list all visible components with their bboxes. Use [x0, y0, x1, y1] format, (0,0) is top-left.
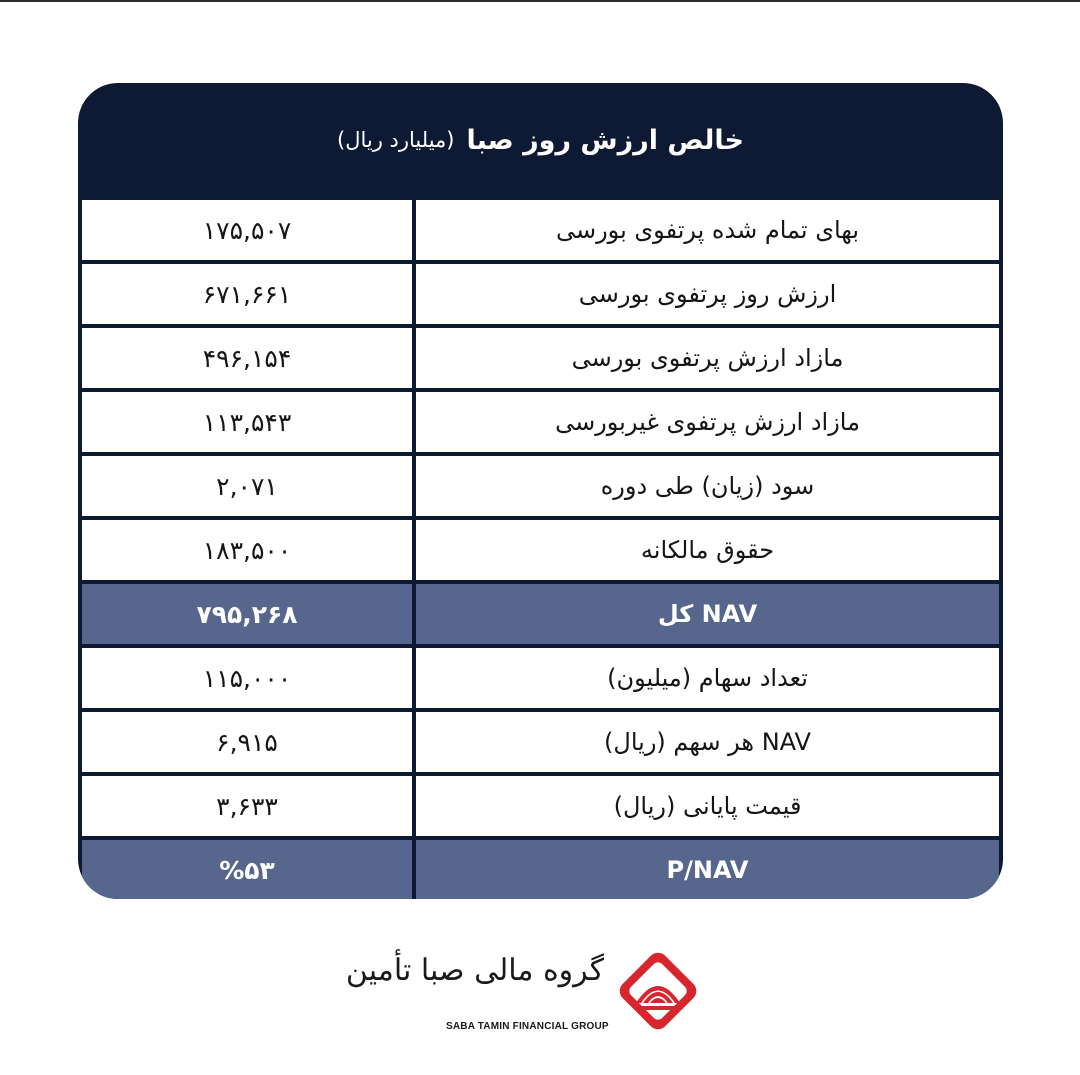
- row-value: ۴۹۶,۱۵۴: [82, 328, 412, 388]
- saba-tamin-logo: [345, 945, 704, 1037]
- table-row: [82, 712, 999, 772]
- row-value: ۲,۰۷۱: [82, 456, 412, 516]
- row-value: ۶,۹۱۵: [82, 712, 412, 772]
- table-header: [78, 83, 1003, 197]
- row-value: ۱۱۵,۰۰۰: [82, 648, 412, 708]
- row-label: NAV کل: [416, 584, 999, 644]
- table-title: خالص ارزش روز صبا: [466, 124, 744, 156]
- row-value: ۱۷۵,۵۰۷: [82, 200, 412, 260]
- row-label: ارزش روز پرتفوی بورسی: [416, 264, 999, 324]
- table-body: [82, 200, 999, 899]
- table-row: [82, 584, 999, 644]
- logo-emblem-icon: [612, 945, 704, 1037]
- row-label: P/NAV: [416, 840, 999, 899]
- logo-subtitle: SABA TAMIN FINANCIAL GROUP: [446, 1021, 609, 1032]
- row-label: مازاد ارزش پرتفوی بورسی: [416, 328, 999, 388]
- row-value: ۶۷۱,۶۶۱: [82, 264, 412, 324]
- table-row: [82, 200, 999, 260]
- table-row: [82, 392, 999, 452]
- row-label: NAV هر سهم (ریال): [416, 712, 999, 772]
- table-row: [82, 328, 999, 388]
- row-label: قیمت پایانی (ریال): [416, 776, 999, 836]
- row-label: تعداد سهام (میلیون): [416, 648, 999, 708]
- row-value: ۷۹۵,۲۶۸: [82, 584, 412, 644]
- row-value: %۵۳: [82, 840, 412, 899]
- nav-table-card: [78, 83, 1003, 899]
- logo-wordmark: گروه مالی صبا تأمین: [345, 953, 604, 988]
- table-row: [82, 264, 999, 324]
- row-value: ۱۱۳,۵۴۳: [82, 392, 412, 452]
- table-row: [82, 776, 999, 836]
- table-row: [82, 520, 999, 580]
- table-row: [82, 840, 999, 899]
- table-subtitle: (میلیارد ریال): [337, 128, 455, 152]
- top-divider: [0, 0, 1080, 2]
- table-row: [82, 456, 999, 516]
- row-value: ۳,۶۳۳: [82, 776, 412, 836]
- row-value: ۱۸۳,۵۰۰: [82, 520, 412, 580]
- row-label: بهای تمام شده پرتفوی بورسی: [416, 200, 999, 260]
- row-label: حقوق مالکانه: [416, 520, 999, 580]
- table-row: [82, 648, 999, 708]
- row-label: مازاد ارزش پرتفوی غیربورسی: [416, 392, 999, 452]
- row-label: سود (زیان) طی دوره: [416, 456, 999, 516]
